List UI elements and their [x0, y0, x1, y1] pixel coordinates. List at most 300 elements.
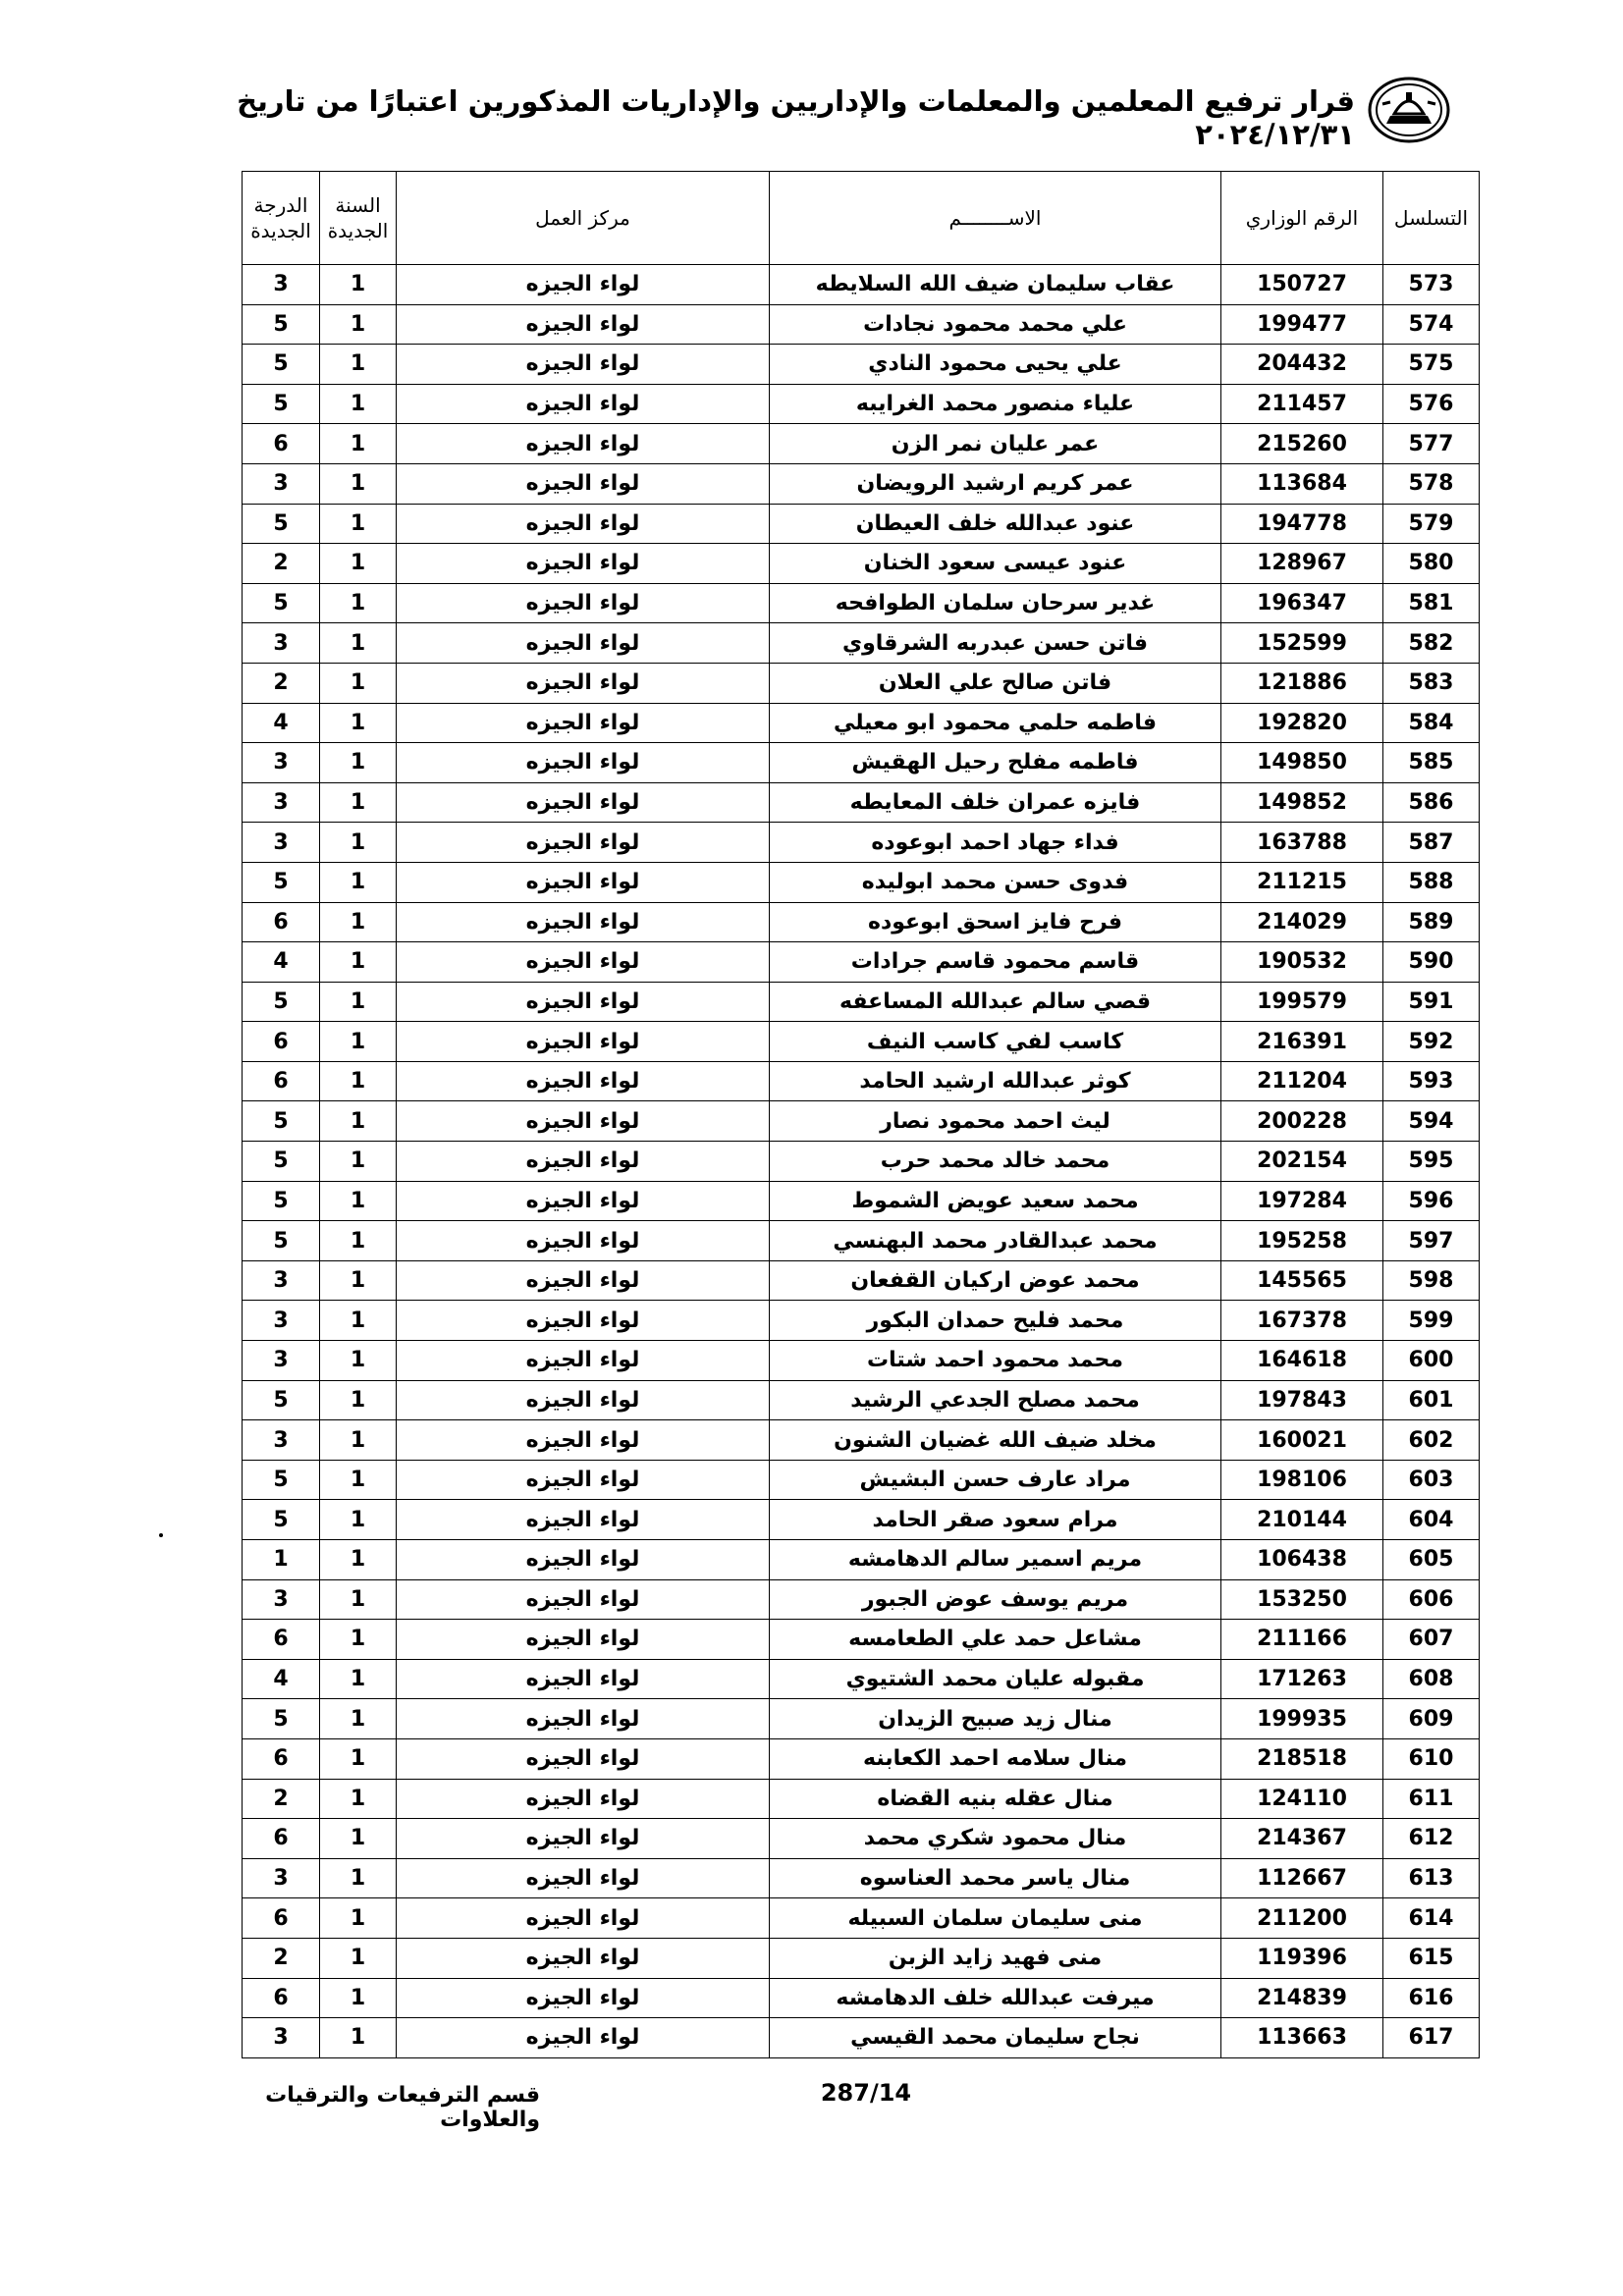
cell-workplace: لواء الجيزه: [397, 583, 770, 623]
cell-serial: 577: [1383, 424, 1480, 464]
cell-serial: 573: [1383, 265, 1480, 305]
cell-new-year: 1: [320, 1460, 397, 1500]
cell-name: فاتن حسن عبدربه الشرقاوي: [770, 623, 1221, 664]
cell-name: منال زيد صبيح الزيدان: [770, 1699, 1221, 1739]
cell-serial: 581: [1383, 583, 1480, 623]
table-row: [243, 862, 1480, 902]
cell-workplace: لواء الجيزه: [397, 703, 770, 743]
cell-new-grade: 3: [243, 265, 320, 305]
cell-new-grade: 5: [243, 384, 320, 424]
cell-serial: 593: [1383, 1061, 1480, 1101]
cell-new-grade: 5: [243, 504, 320, 544]
header-serial: التسلسل: [1383, 172, 1480, 265]
cell-new-grade: 4: [243, 703, 320, 743]
table-row: [243, 1540, 1480, 1580]
table-row: [243, 2018, 1480, 2058]
cell-serial: 594: [1383, 1101, 1480, 1142]
cell-workplace: لواء الجيزه: [397, 1819, 770, 1859]
cell-serial: 590: [1383, 942, 1480, 983]
cell-name: قصي سالم عبدالله المساعفه: [770, 982, 1221, 1022]
cell-name: غدير سرحان سلمان الطوافحه: [770, 583, 1221, 623]
cell-workplace: لواء الجيزه: [397, 1540, 770, 1580]
table-row: [243, 703, 1480, 743]
cell-serial: 611: [1383, 1779, 1480, 1819]
table-row: [243, 424, 1480, 464]
cell-serial: 586: [1383, 782, 1480, 823]
table-row: [243, 504, 1480, 544]
cell-name: فاتن صالح علي العلان: [770, 663, 1221, 703]
table-row: [243, 1819, 1480, 1859]
cell-new-grade: 1: [243, 1540, 320, 1580]
cell-serial: 606: [1383, 1579, 1480, 1620]
cell-workplace: لواء الجيزه: [397, 823, 770, 863]
cell-workplace: لواء الجيزه: [397, 1181, 770, 1221]
table-row: [243, 1938, 1480, 1978]
cell-workplace: لواء الجيزه: [397, 1101, 770, 1142]
cell-new-grade: 5: [243, 1221, 320, 1261]
cell-name: فاطمه مفلح رحيل الهقيش: [770, 743, 1221, 783]
cell-new-grade: 2: [243, 663, 320, 703]
cell-serial: 612: [1383, 1819, 1480, 1859]
cell-serial: 608: [1383, 1659, 1480, 1699]
cell-workplace: لواء الجيزه: [397, 1061, 770, 1101]
table-row: [243, 1978, 1480, 2018]
cell-workplace: لواء الجيزه: [397, 1699, 770, 1739]
cell-name: منال محمود شكري محمد: [770, 1819, 1221, 1859]
cell-new-year: 1: [320, 1938, 397, 1978]
cell-name: محمد عوض اركيان القفعان: [770, 1260, 1221, 1301]
cell-ministry-number: 113684: [1221, 463, 1383, 504]
cell-serial: 602: [1383, 1420, 1480, 1461]
cell-new-grade: 5: [243, 345, 320, 385]
cell-new-grade: 3: [243, 823, 320, 863]
cell-new-year: 1: [320, 703, 397, 743]
cell-workplace: لواء الجيزه: [397, 902, 770, 942]
cell-new-year: 1: [320, 265, 397, 305]
table-row: [243, 1460, 1480, 1500]
cell-workplace: لواء الجيزه: [397, 304, 770, 345]
table-row: [243, 1500, 1480, 1540]
cell-new-grade: 3: [243, 463, 320, 504]
cell-name: منال سلامه احمد الكعابنه: [770, 1738, 1221, 1779]
cell-ministry-number: 164618: [1221, 1341, 1383, 1381]
cell-new-grade: 5: [243, 1142, 320, 1182]
cell-workplace: لواء الجيزه: [397, 345, 770, 385]
cell-ministry-number: 163788: [1221, 823, 1383, 863]
cell-name: علي يحيى محمود النادي: [770, 345, 1221, 385]
cell-serial: 589: [1383, 902, 1480, 942]
cell-serial: 617: [1383, 2018, 1480, 2058]
cell-new-grade: 2: [243, 1938, 320, 1978]
cell-name: ليث احمد محمود نصار: [770, 1101, 1221, 1142]
cell-ministry-number: 198106: [1221, 1460, 1383, 1500]
cell-new-year: 1: [320, 1620, 397, 1660]
cell-workplace: لواء الجيزه: [397, 1579, 770, 1620]
cell-name: مريم يوسف عوض الجبور: [770, 1579, 1221, 1620]
cell-ministry-number: 195258: [1221, 1221, 1383, 1261]
cell-workplace: لواء الجيزه: [397, 1341, 770, 1381]
cell-ministry-number: 211457: [1221, 384, 1383, 424]
cell-name: كوثر عبدالله ارشيد الحامد: [770, 1061, 1221, 1101]
cell-workplace: لواء الجيزه: [397, 1022, 770, 1062]
cell-new-year: 1: [320, 384, 397, 424]
cell-name: عقاب سليمان ضيف الله السلايطه: [770, 265, 1221, 305]
cell-workplace: لواء الجيزه: [397, 1978, 770, 2018]
cell-workplace: لواء الجيزه: [397, 1620, 770, 1660]
cell-serial: 598: [1383, 1260, 1480, 1301]
cell-new-year: 1: [320, 942, 397, 983]
cell-workplace: لواء الجيزه: [397, 544, 770, 584]
cell-ministry-number: 106438: [1221, 1540, 1383, 1580]
cell-new-grade: 5: [243, 1500, 320, 1540]
cell-workplace: لواء الجيزه: [397, 1858, 770, 1898]
cell-ministry-number: 215260: [1221, 424, 1383, 464]
cell-ministry-number: 211204: [1221, 1061, 1383, 1101]
cell-new-grade: 4: [243, 1659, 320, 1699]
cell-ministry-number: 211200: [1221, 1898, 1383, 1939]
cell-ministry-number: 149852: [1221, 782, 1383, 823]
cell-serial: 603: [1383, 1460, 1480, 1500]
cell-new-grade: 3: [243, 2018, 320, 2058]
cell-new-year: 1: [320, 1142, 397, 1182]
cell-ministry-number: 145565: [1221, 1260, 1383, 1301]
cell-ministry-number: 113663: [1221, 2018, 1383, 2058]
cell-new-year: 1: [320, 862, 397, 902]
cell-serial: 614: [1383, 1898, 1480, 1939]
table-row: [243, 982, 1480, 1022]
table-row: [243, 1181, 1480, 1221]
cell-ministry-number: 152599: [1221, 623, 1383, 664]
stray-mark: [159, 1533, 163, 1537]
cell-new-year: 1: [320, 1540, 397, 1580]
page-title: قرار ترفيع المعلمين والمعلمات والإداريين والإداريات المذكورين اعتبارًا من تاريخ ٢٠٢٤/١٢/٣١: [237, 84, 1355, 151]
cell-serial: 579: [1383, 504, 1480, 544]
table-row: [243, 1579, 1480, 1620]
cell-name: عمر كريم ارشيد الرويضان: [770, 463, 1221, 504]
cell-new-year: 1: [320, 2018, 397, 2058]
table-row: [243, 1142, 1480, 1182]
cell-ministry-number: 150727: [1221, 265, 1383, 305]
cell-name: علياء منصور محمد الغرايبه: [770, 384, 1221, 424]
cell-serial: 605: [1383, 1540, 1480, 1580]
cell-ministry-number: 214839: [1221, 1978, 1383, 2018]
table-row: [243, 942, 1480, 983]
cell-ministry-number: 210144: [1221, 1500, 1383, 1540]
cell-serial: 583: [1383, 663, 1480, 703]
cell-new-year: 1: [320, 1500, 397, 1540]
cell-new-year: 1: [320, 1579, 397, 1620]
cell-new-year: 1: [320, 583, 397, 623]
table-row: [243, 1738, 1480, 1779]
cell-name: عنود عيسى سعود الخنان: [770, 544, 1221, 584]
table-row: [243, 1620, 1480, 1660]
cell-serial: 600: [1383, 1341, 1480, 1381]
cell-workplace: لواء الجيزه: [397, 1898, 770, 1939]
cell-serial: 616: [1383, 1978, 1480, 2018]
cell-name: عمر عليان نمر الزن: [770, 424, 1221, 464]
cell-workplace: لواء الجيزه: [397, 663, 770, 703]
cell-new-grade: 3: [243, 623, 320, 664]
cell-new-grade: 5: [243, 1460, 320, 1500]
cell-new-grade: 3: [243, 1579, 320, 1620]
cell-ministry-number: 202154: [1221, 1142, 1383, 1182]
cell-workplace: لواء الجيزه: [397, 424, 770, 464]
cell-name: محمد سعيد عويض الشموط: [770, 1181, 1221, 1221]
cell-ministry-number: 196347: [1221, 583, 1383, 623]
cell-new-year: 1: [320, 1061, 397, 1101]
table-row: [243, 1301, 1480, 1341]
cell-new-grade: 5: [243, 982, 320, 1022]
cell-new-grade: 3: [243, 1301, 320, 1341]
cell-workplace: لواء الجيزه: [397, 463, 770, 504]
cell-new-grade: 6: [243, 1022, 320, 1062]
cell-name: مراد عارف حسن البشيش: [770, 1460, 1221, 1500]
cell-ministry-number: 124110: [1221, 1779, 1383, 1819]
cell-new-year: 1: [320, 902, 397, 942]
cell-new-grade: 5: [243, 1699, 320, 1739]
cell-workplace: لواء الجيزه: [397, 982, 770, 1022]
table-row: [243, 265, 1480, 305]
cell-new-grade: 4: [243, 942, 320, 983]
cell-ministry-number: 149850: [1221, 743, 1383, 783]
cell-serial: 597: [1383, 1221, 1480, 1261]
cell-new-year: 1: [320, 1341, 397, 1381]
header-new-year: السنة الجديدة: [320, 172, 397, 265]
cell-name: محمد فليح حمدان البكور: [770, 1301, 1221, 1341]
cell-new-grade: 6: [243, 424, 320, 464]
cell-ministry-number: 204432: [1221, 345, 1383, 385]
cell-new-year: 1: [320, 1022, 397, 1062]
cell-new-year: 1: [320, 1699, 397, 1739]
cell-new-year: 1: [320, 1898, 397, 1939]
cell-workplace: لواء الجيزه: [397, 2018, 770, 2058]
cell-ministry-number: 197843: [1221, 1380, 1383, 1420]
cell-new-grade: 6: [243, 902, 320, 942]
cell-name: مقبوله عليان محمد الشتيوي: [770, 1659, 1221, 1699]
table-row: [243, 1061, 1480, 1101]
cell-workplace: لواء الجيزه: [397, 504, 770, 544]
cell-new-year: 1: [320, 982, 397, 1022]
cell-workplace: لواء الجيزه: [397, 384, 770, 424]
cell-workplace: لواء الجيزه: [397, 1938, 770, 1978]
promotion-table: [242, 171, 1480, 2058]
cell-serial: 595: [1383, 1142, 1480, 1182]
table-row: [243, 1260, 1480, 1301]
cell-name: مشاعل حمد علي الطعامسه: [770, 1620, 1221, 1660]
cell-new-grade: 5: [243, 583, 320, 623]
cell-serial: 596: [1383, 1181, 1480, 1221]
cell-name: فاطمه حلمي محمود ابو معيلي: [770, 703, 1221, 743]
table-row: [243, 544, 1480, 584]
cell-name: مرام سعود صقر الحامد: [770, 1500, 1221, 1540]
table-row: [243, 1858, 1480, 1898]
table-row: [243, 1699, 1480, 1739]
cell-new-year: 1: [320, 743, 397, 783]
cell-serial: 604: [1383, 1500, 1480, 1540]
cell-new-year: 1: [320, 1858, 397, 1898]
cell-ministry-number: 218518: [1221, 1738, 1383, 1779]
cell-ministry-number: 192820: [1221, 703, 1383, 743]
cell-workplace: لواء الجيزه: [397, 1500, 770, 1540]
cell-name: محمد عبدالقادر محمد البهنسي: [770, 1221, 1221, 1261]
cell-new-grade: 3: [243, 1341, 320, 1381]
department-name: قسم الترفيعات والترقيات والعلاوات: [265, 2083, 540, 2132]
cell-ministry-number: 121886: [1221, 663, 1383, 703]
cell-ministry-number: 214029: [1221, 902, 1383, 942]
cell-name: علي محمد محمود نجادات: [770, 304, 1221, 345]
cell-ministry-number: 197284: [1221, 1181, 1383, 1221]
cell-new-year: 1: [320, 1738, 397, 1779]
cell-ministry-number: 216391: [1221, 1022, 1383, 1062]
cell-serial: 591: [1383, 982, 1480, 1022]
cell-workplace: لواء الجيزه: [397, 743, 770, 783]
cell-new-grade: 6: [243, 1978, 320, 2018]
cell-ministry-number: 119396: [1221, 1938, 1383, 1978]
cell-name: فداء جهاد احمد ابوعوده: [770, 823, 1221, 863]
cell-serial: 615: [1383, 1938, 1480, 1978]
cell-name: منال عقله بنيه القضاه: [770, 1779, 1221, 1819]
cell-new-year: 1: [320, 1819, 397, 1859]
cell-new-year: 1: [320, 544, 397, 584]
table-row: [243, 1659, 1480, 1699]
cell-serial: 574: [1383, 304, 1480, 345]
cell-workplace: لواء الجيزه: [397, 265, 770, 305]
table-row: [243, 345, 1480, 385]
cell-new-grade: 5: [243, 1380, 320, 1420]
cell-ministry-number: 199477: [1221, 304, 1383, 345]
cell-new-grade: 2: [243, 544, 320, 584]
table-row: [243, 384, 1480, 424]
cell-workplace: لواء الجيزه: [397, 1420, 770, 1461]
cell-name: محمد محمود احمد شتات: [770, 1341, 1221, 1381]
cell-new-grade: 5: [243, 1101, 320, 1142]
cell-serial: 607: [1383, 1620, 1480, 1660]
table-row: [243, 743, 1480, 783]
table-row: [243, 1779, 1480, 1819]
cell-new-grade: 6: [243, 1898, 320, 1939]
cell-new-year: 1: [320, 1221, 397, 1261]
cell-workplace: لواء الجيزه: [397, 1460, 770, 1500]
table-row: [243, 1898, 1480, 1939]
cell-new-year: 1: [320, 1659, 397, 1699]
cell-new-grade: 6: [243, 1620, 320, 1660]
header-workplace: مركز العمل: [397, 172, 770, 265]
cell-new-year: 1: [320, 823, 397, 863]
ministry-emblem-icon: [1365, 75, 1453, 145]
cell-workplace: لواء الجيزه: [397, 1738, 770, 1779]
cell-ministry-number: 128967: [1221, 544, 1383, 584]
table-row: [243, 463, 1480, 504]
cell-workplace: لواء الجيزه: [397, 623, 770, 664]
cell-serial: 587: [1383, 823, 1480, 863]
cell-new-year: 1: [320, 1779, 397, 1819]
cell-new-year: 1: [320, 1181, 397, 1221]
cell-new-year: 1: [320, 1301, 397, 1341]
table-row: [243, 1022, 1480, 1062]
cell-new-year: 1: [320, 345, 397, 385]
cell-new-grade: 3: [243, 782, 320, 823]
cell-serial: 585: [1383, 743, 1480, 783]
cell-serial: 575: [1383, 345, 1480, 385]
cell-new-grade: 5: [243, 1181, 320, 1221]
cell-serial: 580: [1383, 544, 1480, 584]
cell-name: قاسم محمود قاسم جرادات: [770, 942, 1221, 983]
cell-new-grade: 5: [243, 862, 320, 902]
cell-ministry-number: 112667: [1221, 1858, 1383, 1898]
cell-new-year: 1: [320, 463, 397, 504]
cell-serial: 613: [1383, 1858, 1480, 1898]
table-row: [243, 782, 1480, 823]
header-ministry-number: الرقم الوزاري: [1221, 172, 1383, 265]
cell-new-year: 1: [320, 1260, 397, 1301]
cell-name: نجاح سليمان محمد القيسي: [770, 2018, 1221, 2058]
cell-serial: 584: [1383, 703, 1480, 743]
cell-new-year: 1: [320, 1380, 397, 1420]
cell-new-year: 1: [320, 1978, 397, 2018]
header-name: الاســــــــم: [770, 172, 1221, 265]
cell-name: منى سليمان سلمان السبيله: [770, 1898, 1221, 1939]
cell-new-grade: 3: [243, 1420, 320, 1461]
cell-ministry-number: 160021: [1221, 1420, 1383, 1461]
table-row: [243, 1101, 1480, 1142]
cell-name: محمد مصلح الجدعي الرشيد: [770, 1380, 1221, 1420]
cell-serial: 576: [1383, 384, 1480, 424]
cell-ministry-number: 199579: [1221, 982, 1383, 1022]
cell-new-grade: 3: [243, 1858, 320, 1898]
cell-workplace: لواء الجيزه: [397, 1779, 770, 1819]
cell-name: منى فهيد زايد الزبن: [770, 1938, 1221, 1978]
page-number: 287/14: [820, 2079, 912, 2107]
cell-new-year: 1: [320, 623, 397, 664]
table-header-row: [243, 172, 1480, 265]
cell-new-grade: 5: [243, 304, 320, 345]
cell-name: ميرفت عبدالله خلف الدهامشه: [770, 1978, 1221, 2018]
table-row: [243, 1420, 1480, 1461]
cell-workplace: لواء الجيزه: [397, 1260, 770, 1301]
table-row: [243, 1380, 1480, 1420]
cell-ministry-number: 171263: [1221, 1659, 1383, 1699]
cell-name: محمد خالد محمد حرب: [770, 1142, 1221, 1182]
cell-new-grade: 3: [243, 743, 320, 783]
cell-workplace: لواء الجيزه: [397, 1301, 770, 1341]
table-row: [243, 823, 1480, 863]
cell-serial: 609: [1383, 1699, 1480, 1739]
cell-ministry-number: 200228: [1221, 1101, 1383, 1142]
cell-ministry-number: 199935: [1221, 1699, 1383, 1739]
table-row: [243, 623, 1480, 664]
cell-name: كاسب لفي كاسب النيف: [770, 1022, 1221, 1062]
cell-name: مخلد ضيف الله غضيان الشنون: [770, 1420, 1221, 1461]
cell-name: فدوى حسن محمد ابوليده: [770, 862, 1221, 902]
cell-ministry-number: 194778: [1221, 504, 1383, 544]
cell-serial: 599: [1383, 1301, 1480, 1341]
cell-name: عنود عبدالله خلف العيطان: [770, 504, 1221, 544]
cell-new-year: 1: [320, 1101, 397, 1142]
cell-new-grade: 6: [243, 1061, 320, 1101]
cell-new-grade: 2: [243, 1779, 320, 1819]
cell-ministry-number: 214367: [1221, 1819, 1383, 1859]
table-row: [243, 583, 1480, 623]
cell-serial: 578: [1383, 463, 1480, 504]
cell-workplace: لواء الجيزه: [397, 862, 770, 902]
cell-new-year: 1: [320, 504, 397, 544]
cell-new-year: 1: [320, 304, 397, 345]
cell-ministry-number: 211215: [1221, 862, 1383, 902]
table-row: [243, 304, 1480, 345]
cell-ministry-number: 211166: [1221, 1620, 1383, 1660]
table-row: [243, 902, 1480, 942]
cell-new-year: 1: [320, 1420, 397, 1461]
